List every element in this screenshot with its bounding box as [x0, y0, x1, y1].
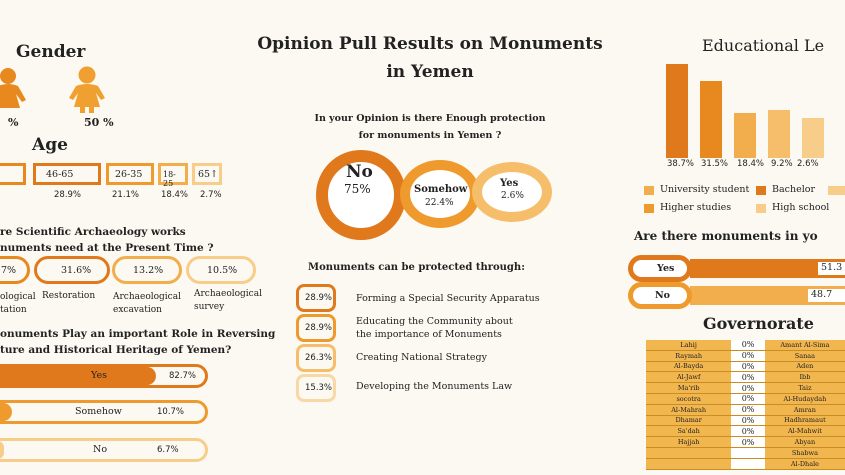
table-row	[646, 404, 845, 415]
table-cell: 0%	[731, 404, 765, 415]
table-cell: Ma'rib	[646, 383, 731, 394]
protection-yes-label: Yes	[500, 178, 519, 189]
table-cell: Amant Al-Sima	[765, 340, 845, 350]
role-question-line1: onuments Play an important Role in Reversing	[0, 328, 276, 340]
table-cell	[731, 458, 765, 469]
education-legend-label: Higher studies	[660, 202, 732, 213]
role-bar-somehow-fill	[0, 403, 12, 421]
education-legend-swatch	[644, 204, 654, 213]
table-cell: Hajjah	[646, 437, 731, 448]
table-cell: 0%	[731, 340, 765, 350]
table-cell: Al-Hudaydah	[765, 393, 845, 404]
age-group-18-25	[158, 163, 188, 188]
table-cell: 0%	[731, 372, 765, 383]
age-label: 46-65	[46, 169, 74, 180]
role-pct: 10.7%	[157, 407, 185, 417]
table-cell: Abyan	[765, 437, 845, 448]
role-label: Somehow	[75, 406, 122, 417]
sci-pill	[34, 256, 110, 284]
table-row	[646, 447, 845, 458]
table-row	[646, 393, 845, 404]
table-cell: Shabwa	[765, 447, 845, 458]
age-pct: 21.1%	[112, 190, 140, 200]
protection-somehow-label: Somehow	[414, 184, 468, 195]
table-cell: 0%	[731, 350, 765, 361]
table-cell: Sa'dah	[646, 426, 731, 437]
table-cell: Amran	[765, 404, 845, 415]
methods-item	[296, 284, 336, 312]
methods-item	[296, 374, 336, 402]
education-title: Educational Le	[702, 36, 825, 55]
table-cell: Al-Jawf	[646, 372, 731, 383]
methods-pct: 26.3%	[305, 353, 333, 363]
table-cell: Sanaa	[765, 350, 845, 361]
role-label: Yes	[91, 370, 107, 381]
sci-pill	[112, 256, 182, 284]
education-bar	[768, 110, 790, 158]
sci-pct: 10.5%	[207, 265, 238, 276]
sci-label: Archaeological survey	[194, 289, 262, 312]
methods-pct: 15.3%	[305, 383, 333, 393]
table-cell	[731, 447, 765, 458]
protection-line2: for monuments in Yemen ?	[358, 130, 502, 141]
table-cell: socotra	[646, 393, 731, 404]
monuments-no-circle	[628, 282, 692, 309]
sci-question-line2: numents need at the Present Time ?	[0, 242, 214, 254]
table-cell: 0%	[731, 361, 765, 372]
table-row	[646, 372, 845, 383]
education-legend-label: Bachelor	[772, 184, 816, 195]
sci-pill	[186, 256, 256, 284]
role-bar-yes	[0, 364, 208, 388]
table-cell: Al-Mahrah	[646, 404, 731, 415]
role-label: No	[93, 444, 108, 455]
education-pct: 2.6%	[797, 159, 819, 169]
gender-left-pct: %	[8, 116, 19, 129]
table-cell: 0%	[731, 426, 765, 437]
table-cell: Al-Bayda	[646, 361, 731, 372]
protection-somehow-pct: 22.4%	[425, 198, 454, 208]
female-icon	[0, 68, 34, 114]
monuments-no-pct: 48.7	[808, 289, 845, 302]
protection-question	[290, 110, 570, 144]
protection-line1: In your Opinion is there Enough protection	[314, 113, 546, 124]
monuments-yes-label: Yes	[657, 263, 675, 274]
table-row	[646, 361, 845, 372]
education-chart	[666, 58, 845, 158]
age-title: Age	[32, 135, 68, 155]
table-cell: Aden	[765, 361, 845, 372]
education-bar	[700, 81, 722, 158]
table-cell: Hadhramaut	[765, 415, 845, 426]
education-legend-label: University student	[660, 184, 750, 195]
protection-no-pct: 75%	[344, 182, 371, 196]
methods-label: Developing the Monuments Law	[356, 381, 513, 392]
table-cell: Raymah	[646, 350, 731, 361]
protection-yes-pct: 2.6%	[501, 191, 524, 201]
education-pct: 9.2%	[771, 159, 793, 169]
education-pct: 18.4%	[737, 159, 765, 169]
education-bar	[734, 113, 756, 158]
role-pct: 6.7%	[157, 445, 179, 455]
table-cell	[646, 447, 731, 458]
monuments-question: Are there monuments in yo	[634, 229, 818, 243]
age-bar-first	[0, 163, 26, 185]
role-bar-somehow	[0, 400, 208, 424]
sci-pct: 7%	[1, 265, 17, 276]
monuments-yes-pct: 51.3	[818, 262, 845, 275]
education-legend-swatch	[756, 204, 766, 213]
table-row	[646, 458, 845, 469]
sci-label: ological tation	[0, 292, 36, 315]
table-cell: 0%	[731, 415, 765, 426]
age-group-46-65	[33, 163, 101, 185]
education-bar	[802, 118, 824, 158]
methods-pct: 28.9%	[305, 323, 333, 333]
age-group-65plus	[192, 163, 222, 185]
age-pct: 18.4%	[161, 190, 189, 200]
table-row	[646, 415, 845, 426]
gender-title: Gender	[16, 42, 86, 62]
role-pct: 82.7%	[169, 371, 197, 381]
table-row	[646, 350, 845, 361]
table-row	[646, 426, 845, 437]
table-row	[646, 383, 845, 394]
sci-label: Restoration	[42, 291, 96, 301]
gender-right-pct: 50 %	[84, 116, 114, 129]
table-cell: Ibb	[765, 372, 845, 383]
education-pct: 31.5%	[701, 159, 729, 169]
monuments-no-label: No	[655, 290, 671, 301]
table-cell	[646, 458, 731, 469]
sci-question	[0, 224, 213, 256]
table-row	[646, 437, 845, 448]
education-legend-label: High school	[772, 202, 830, 213]
education-bar	[666, 64, 688, 158]
page-title-line2: in Yemen	[386, 62, 474, 82]
methods-item	[296, 314, 336, 342]
page-title-line1: Opinion Pull Results on Monuments	[257, 34, 603, 54]
methods-label: Forming a Special Security Apparatus	[356, 293, 540, 304]
protection-no-label: No	[346, 162, 373, 182]
table-cell: 0%	[731, 393, 765, 404]
age-pct: 2.7%	[200, 190, 222, 200]
governorates-title: Governorate	[703, 314, 814, 333]
sci-label: Archaeological excavation	[113, 292, 181, 315]
female-icon	[68, 66, 106, 114]
table-cell: Al-Mahwit	[765, 426, 845, 437]
age-label: 26-35	[115, 169, 143, 180]
education-legend-swatch	[756, 186, 766, 195]
methods-label: Educating the Community about the importance of Monuments	[356, 316, 513, 340]
role-bar-no	[0, 438, 208, 462]
age-group-26-35	[106, 163, 154, 185]
monuments-yes-circle	[628, 255, 692, 282]
age-pct: 28.9%	[54, 190, 82, 200]
role-bar-no-fill	[0, 441, 4, 459]
age-label: 65↑	[198, 169, 219, 180]
age-label: 18-25	[163, 170, 176, 188]
education-legend-swatch	[644, 186, 654, 195]
sci-pill	[0, 256, 30, 284]
table-row	[646, 340, 845, 350]
table-cell: Al-Dhale	[765, 458, 845, 469]
methods-title: Monuments can be protected through:	[308, 262, 525, 273]
table-cell: 0%	[731, 437, 765, 448]
table-cell: Lahij	[646, 340, 731, 350]
methods-item	[296, 344, 336, 372]
education-pct: 38.7%	[667, 159, 695, 169]
table-cell: 0%	[731, 383, 765, 394]
sci-question-line1: re Scientific Archaeology works	[0, 226, 186, 238]
methods-label: Creating National Strategy	[356, 352, 487, 363]
sci-pct: 13.2%	[133, 265, 164, 276]
page-title	[225, 30, 635, 86]
role-question-line2: ture and Historical Heritage of Yemen?	[0, 344, 232, 356]
table-cell: Dhamar	[646, 415, 731, 426]
governorates-table	[646, 340, 845, 470]
role-bar-yes-fill	[0, 367, 156, 385]
methods-pct: 28.9%	[305, 293, 333, 303]
table-cell: Taiz	[765, 383, 845, 394]
education-legend-swatch	[828, 186, 845, 195]
sci-pct: 31.6%	[61, 265, 92, 276]
role-question	[0, 326, 275, 358]
